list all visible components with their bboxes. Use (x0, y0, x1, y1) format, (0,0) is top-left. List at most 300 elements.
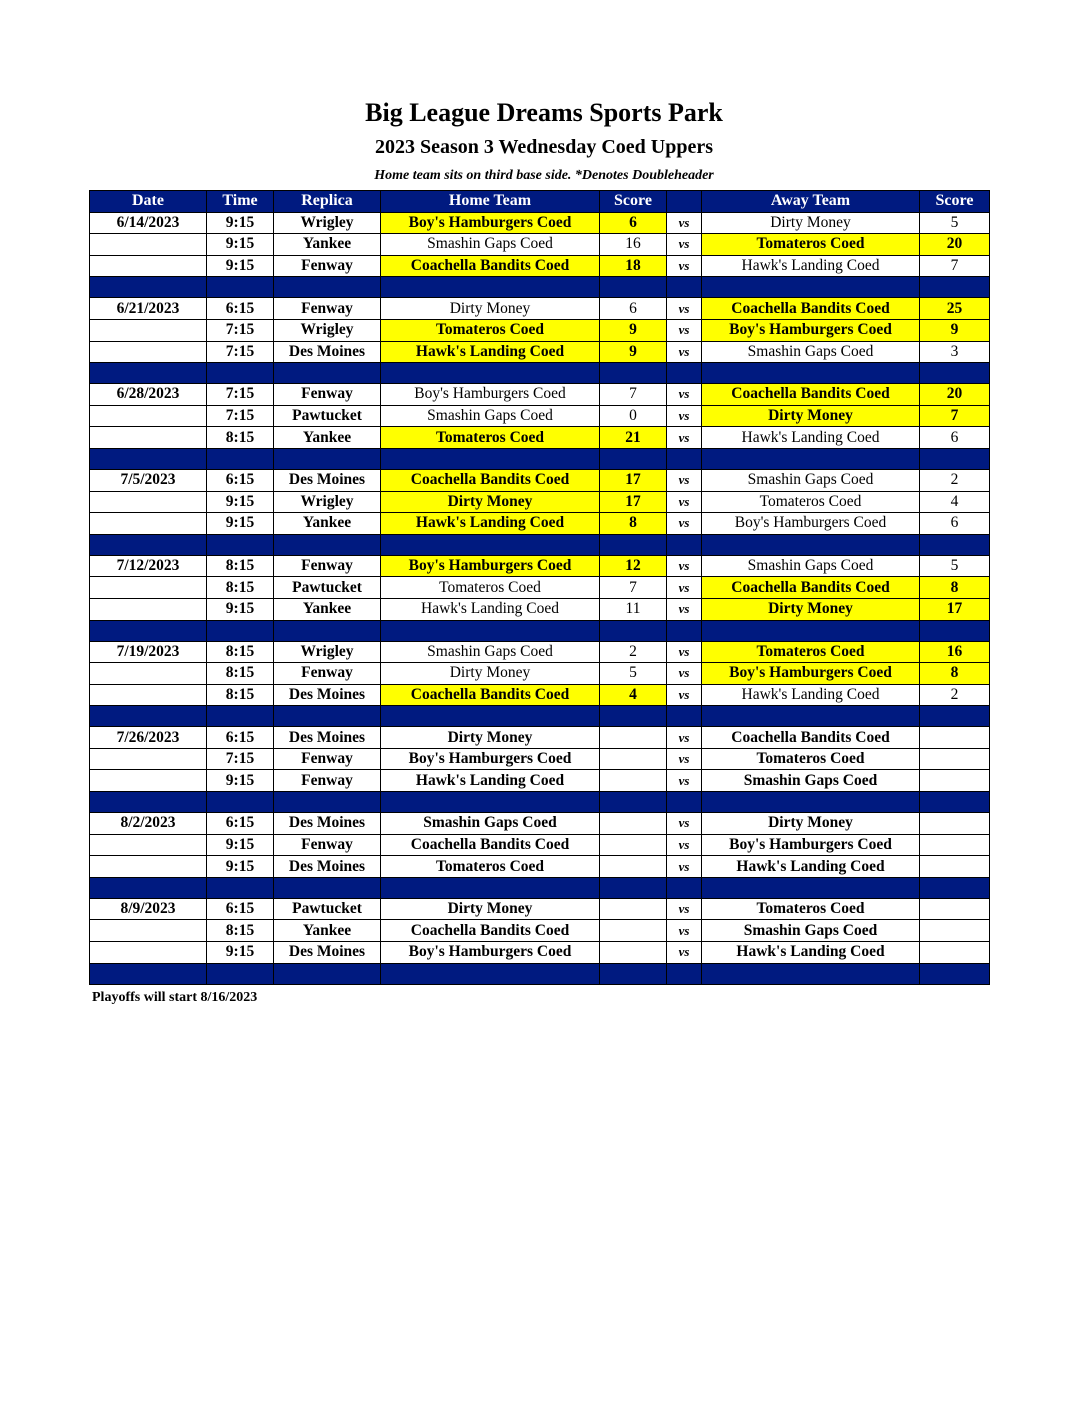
time-cell: 8:15 (207, 641, 274, 663)
away-team-cell: Hawk's Landing Coed (702, 942, 920, 964)
home-team-cell: Hawk's Landing Coed (381, 341, 600, 363)
table-row (90, 319, 990, 341)
time-cell: 9:15 (207, 770, 274, 792)
separator-cell (702, 620, 920, 641)
home-score-cell (600, 727, 667, 749)
vs-cell: vs (667, 341, 702, 363)
vs-cell: vs (667, 513, 702, 535)
away-team-cell: Dirty Money (702, 813, 920, 835)
separator-cell (920, 792, 990, 813)
away-score-cell: 16 (920, 641, 990, 663)
separator-cell (702, 534, 920, 555)
replica-cell: Des Moines (274, 684, 381, 706)
vs-cell: vs (667, 255, 702, 277)
date-cell (90, 920, 207, 942)
home-score-cell: 18 (600, 255, 667, 277)
week-separator-row (90, 620, 990, 641)
separator-cell (920, 448, 990, 469)
date-cell (90, 770, 207, 792)
away-score-cell: 6 (920, 513, 990, 535)
replica-cell: Fenway (274, 770, 381, 792)
separator-cell (381, 448, 600, 469)
table-row (90, 491, 990, 513)
separator-cell (702, 706, 920, 727)
separator-cell (381, 534, 600, 555)
document-note: Home team sits on third base side. *Denotes Doubleheader (374, 168, 714, 183)
time-cell: 8:15 (207, 920, 274, 942)
date-cell (90, 427, 207, 449)
home-team-cell: Coachella Bandits Coed (381, 920, 600, 942)
away-team-cell: Hawk's Landing Coed (702, 427, 920, 449)
week-separator-row (90, 792, 990, 813)
away-score-cell: 25 (920, 298, 990, 320)
home-score-cell: 8 (600, 513, 667, 535)
separator-cell (600, 792, 667, 813)
home-team-cell: Tomateros Coed (381, 577, 600, 599)
away-team-cell: Tomateros Coed (702, 641, 920, 663)
document-title: Big League Dreams Sports Park (365, 98, 723, 127)
home-team-cell: Dirty Money (381, 298, 600, 320)
away-team-cell: Dirty Money (702, 212, 920, 234)
time-cell: 8:15 (207, 427, 274, 449)
date-cell (90, 255, 207, 277)
vs-cell: vs (667, 384, 702, 406)
home-score-cell: 6 (600, 298, 667, 320)
table-header-row (90, 191, 990, 213)
time-cell: 6:15 (207, 813, 274, 835)
table-row (90, 212, 990, 234)
away-team-cell: Dirty Money (702, 405, 920, 427)
separator-cell (667, 877, 702, 898)
separator-cell (90, 877, 207, 898)
vs-cell: vs (667, 942, 702, 964)
home-team-cell: Coachella Bandits Coed (381, 469, 600, 491)
away-team-cell: Tomateros Coed (702, 491, 920, 513)
table-row (90, 727, 990, 749)
home-score-cell (600, 748, 667, 770)
table-row (90, 255, 990, 277)
date-cell (90, 942, 207, 964)
separator-cell (274, 792, 381, 813)
week-separator-row (90, 448, 990, 469)
separator-cell (667, 706, 702, 727)
table-row (90, 598, 990, 620)
replica-cell: Yankee (274, 920, 381, 942)
table-row (90, 577, 990, 599)
home-team-cell: Coachella Bandits Coed (381, 255, 600, 277)
home-score-cell: 9 (600, 341, 667, 363)
away-team-cell: Boy's Hamburgers Coed (702, 513, 920, 535)
document-subtitle: 2023 Season 3 Wednesday Coed Uppers (374, 136, 714, 158)
vs-cell: vs (667, 856, 702, 878)
date-cell (90, 513, 207, 535)
home-score-cell: 16 (600, 234, 667, 256)
table-row (90, 856, 990, 878)
separator-cell (90, 706, 207, 727)
replica-cell: Des Moines (274, 813, 381, 835)
home-score-cell: 7 (600, 384, 667, 406)
home-team-cell: Hawk's Landing Coed (381, 513, 600, 535)
separator-cell (920, 877, 990, 898)
header-away-team: Away Team (702, 191, 920, 213)
away-score-cell: 8 (920, 577, 990, 599)
separator-cell (702, 277, 920, 298)
time-cell: 6:15 (207, 898, 274, 920)
home-team-cell: Boy's Hamburgers Coed (381, 555, 600, 577)
replica-cell: Des Moines (274, 856, 381, 878)
home-team-cell: Tomateros Coed (381, 856, 600, 878)
replica-cell: Pawtucket (274, 577, 381, 599)
home-team-cell: Hawk's Landing Coed (381, 598, 600, 620)
home-team-cell: Dirty Money (381, 898, 600, 920)
separator-cell (702, 448, 920, 469)
separator-cell (207, 792, 274, 813)
separator-cell (702, 963, 920, 984)
table-row (90, 641, 990, 663)
vs-cell: vs (667, 491, 702, 513)
week-separator-row (90, 363, 990, 384)
away-team-cell: Coachella Bandits Coed (702, 298, 920, 320)
separator-cell (600, 363, 667, 384)
away-score-cell (920, 942, 990, 964)
date-cell (90, 663, 207, 685)
time-cell: 8:15 (207, 577, 274, 599)
date-cell (90, 748, 207, 770)
week-separator-row (90, 706, 990, 727)
vs-cell: vs (667, 684, 702, 706)
home-team-cell: Coachella Bandits Coed (381, 684, 600, 706)
time-cell: 9:15 (207, 491, 274, 513)
vs-cell: vs (667, 212, 702, 234)
header-home-score: Score (600, 191, 667, 213)
away-score-cell (920, 920, 990, 942)
away-team-cell: Hawk's Landing Coed (702, 684, 920, 706)
away-team-cell: Smashin Gaps Coed (702, 770, 920, 792)
away-team-cell: Boy's Hamburgers Coed (702, 834, 920, 856)
separator-cell (207, 620, 274, 641)
separator-cell (274, 534, 381, 555)
replica-cell: Fenway (274, 555, 381, 577)
date-cell (90, 598, 207, 620)
vs-cell: vs (667, 234, 702, 256)
table-row (90, 513, 990, 535)
replica-cell: Wrigley (274, 641, 381, 663)
vs-cell: vs (667, 469, 702, 491)
home-team-cell: Smashin Gaps Coed (381, 813, 600, 835)
separator-cell (90, 620, 207, 641)
home-score-cell: 12 (600, 555, 667, 577)
replica-cell: Des Moines (274, 727, 381, 749)
time-cell: 9:15 (207, 834, 274, 856)
away-team-cell: Tomateros Coed (702, 234, 920, 256)
separator-cell (702, 792, 920, 813)
time-cell: 6:15 (207, 727, 274, 749)
table-row (90, 555, 990, 577)
separator-cell (600, 706, 667, 727)
time-cell: 8:15 (207, 663, 274, 685)
away-score-cell: 2 (920, 684, 990, 706)
table-row (90, 341, 990, 363)
home-score-cell: 4 (600, 684, 667, 706)
vs-cell: vs (667, 555, 702, 577)
separator-cell (381, 877, 600, 898)
time-cell: 6:15 (207, 469, 274, 491)
date-cell: 6/28/2023 (90, 384, 207, 406)
away-score-cell: 17 (920, 598, 990, 620)
separator-cell (274, 363, 381, 384)
separator-cell (274, 620, 381, 641)
home-score-cell (600, 942, 667, 964)
replica-cell: Yankee (274, 427, 381, 449)
replica-cell: Wrigley (274, 491, 381, 513)
away-team-cell: Smashin Gaps Coed (702, 920, 920, 942)
away-team-cell: Smashin Gaps Coed (702, 469, 920, 491)
separator-cell (381, 706, 600, 727)
separator-cell (920, 277, 990, 298)
separator-cell (207, 448, 274, 469)
away-score-cell: 9 (920, 319, 990, 341)
date-cell: 7/26/2023 (90, 727, 207, 749)
away-score-cell (920, 813, 990, 835)
separator-cell (90, 792, 207, 813)
separator-cell (667, 792, 702, 813)
separator-cell (90, 534, 207, 555)
table-row (90, 942, 990, 964)
away-score-cell (920, 748, 990, 770)
replica-cell: Fenway (274, 748, 381, 770)
replica-cell: Des Moines (274, 341, 381, 363)
away-score-cell (920, 727, 990, 749)
away-score-cell: 5 (920, 212, 990, 234)
date-cell: 7/5/2023 (90, 469, 207, 491)
home-score-cell: 2 (600, 641, 667, 663)
date-cell: 8/9/2023 (90, 898, 207, 920)
home-score-cell (600, 920, 667, 942)
replica-cell: Fenway (274, 255, 381, 277)
separator-cell (702, 877, 920, 898)
away-score-cell: 7 (920, 255, 990, 277)
away-score-cell: 2 (920, 469, 990, 491)
date-cell (90, 234, 207, 256)
separator-cell (207, 877, 274, 898)
header-time: Time (207, 191, 274, 213)
separator-cell (90, 277, 207, 298)
home-team-cell: Smashin Gaps Coed (381, 405, 600, 427)
replica-cell: Fenway (274, 834, 381, 856)
vs-cell: vs (667, 770, 702, 792)
vs-cell: vs (667, 319, 702, 341)
vs-cell: vs (667, 598, 702, 620)
home-score-cell (600, 813, 667, 835)
separator-cell (600, 448, 667, 469)
date-cell (90, 684, 207, 706)
separator-cell (600, 963, 667, 984)
table-row (90, 770, 990, 792)
separator-cell (667, 534, 702, 555)
separator-cell (274, 448, 381, 469)
home-team-cell: Boy's Hamburgers Coed (381, 384, 600, 406)
home-team-cell: Boy's Hamburgers Coed (381, 212, 600, 234)
separator-cell (600, 534, 667, 555)
table-row (90, 405, 990, 427)
separator-cell (207, 706, 274, 727)
separator-cell (381, 792, 600, 813)
separator-cell (667, 363, 702, 384)
date-cell (90, 577, 207, 599)
away-score-cell: 8 (920, 663, 990, 685)
replica-cell: Des Moines (274, 469, 381, 491)
table-row (90, 898, 990, 920)
table-row (90, 384, 990, 406)
separator-cell (90, 363, 207, 384)
time-cell: 7:15 (207, 341, 274, 363)
away-team-cell: Hawk's Landing Coed (702, 856, 920, 878)
vs-cell: vs (667, 427, 702, 449)
table-row (90, 298, 990, 320)
schedule-body (90, 212, 990, 984)
separator-cell (207, 363, 274, 384)
away-score-cell: 20 (920, 234, 990, 256)
vs-cell: vs (667, 748, 702, 770)
away-team-cell: Hawk's Landing Coed (702, 255, 920, 277)
replica-cell: Pawtucket (274, 405, 381, 427)
separator-cell (667, 277, 702, 298)
header-away-score: Score (920, 191, 990, 213)
home-score-cell (600, 770, 667, 792)
home-team-cell: Hawk's Landing Coed (381, 770, 600, 792)
date-cell (90, 341, 207, 363)
header-home-team: Home Team (381, 191, 600, 213)
date-cell: 8/2/2023 (90, 813, 207, 835)
vs-cell: vs (667, 727, 702, 749)
separator-cell (381, 620, 600, 641)
week-separator-row (90, 534, 990, 555)
away-score-cell: 3 (920, 341, 990, 363)
week-separator-row (90, 277, 990, 298)
time-cell: 9:15 (207, 234, 274, 256)
separator-cell (90, 448, 207, 469)
vs-cell: vs (667, 298, 702, 320)
home-team-cell: Coachella Bandits Coed (381, 834, 600, 856)
home-score-cell: 5 (600, 663, 667, 685)
table-row (90, 920, 990, 942)
date-cell: 7/19/2023 (90, 641, 207, 663)
separator-cell (381, 363, 600, 384)
table-row (90, 234, 990, 256)
date-cell (90, 834, 207, 856)
away-score-cell: 4 (920, 491, 990, 513)
vs-cell: vs (667, 577, 702, 599)
vs-cell: vs (667, 920, 702, 942)
replica-cell: Fenway (274, 298, 381, 320)
week-separator-row (90, 877, 990, 898)
away-score-cell: 7 (920, 405, 990, 427)
replica-cell: Pawtucket (274, 898, 381, 920)
time-cell: 6:15 (207, 298, 274, 320)
home-score-cell: 17 (600, 491, 667, 513)
home-team-cell: Tomateros Coed (381, 427, 600, 449)
home-team-cell: Tomateros Coed (381, 319, 600, 341)
table-row (90, 684, 990, 706)
time-cell: 8:15 (207, 555, 274, 577)
date-cell (90, 491, 207, 513)
replica-cell: Yankee (274, 598, 381, 620)
replica-cell: Fenway (274, 384, 381, 406)
time-cell: 7:15 (207, 748, 274, 770)
home-team-cell: Smashin Gaps Coed (381, 641, 600, 663)
replica-cell: Wrigley (274, 319, 381, 341)
header-vs (667, 191, 702, 213)
home-score-cell (600, 834, 667, 856)
separator-cell (920, 706, 990, 727)
separator-cell (274, 277, 381, 298)
away-team-cell: Tomateros Coed (702, 748, 920, 770)
date-cell (90, 856, 207, 878)
time-cell: 9:15 (207, 513, 274, 535)
away-team-cell: Boy's Hamburgers Coed (702, 319, 920, 341)
separator-cell (274, 877, 381, 898)
away-team-cell: Coachella Bandits Coed (702, 727, 920, 749)
away-score-cell (920, 898, 990, 920)
away-score-cell: 6 (920, 427, 990, 449)
separator-cell (381, 277, 600, 298)
header-date: Date (90, 191, 207, 213)
vs-cell: vs (667, 834, 702, 856)
separator-cell (667, 963, 702, 984)
week-separator-row (90, 963, 990, 984)
home-team-cell: Boy's Hamburgers Coed (381, 942, 600, 964)
away-score-cell (920, 856, 990, 878)
separator-cell (920, 534, 990, 555)
separator-cell (207, 277, 274, 298)
table-row (90, 469, 990, 491)
table-row (90, 748, 990, 770)
footer-note: Playoffs will start 8/16/2023 (92, 990, 258, 1005)
away-score-cell: 5 (920, 555, 990, 577)
separator-cell (920, 963, 990, 984)
separator-cell (207, 963, 274, 984)
home-score-cell (600, 856, 667, 878)
schedule-table (89, 190, 990, 985)
table-row (90, 813, 990, 835)
time-cell: 9:15 (207, 255, 274, 277)
separator-cell (667, 620, 702, 641)
date-cell: 6/14/2023 (90, 212, 207, 234)
table-row (90, 663, 990, 685)
home-score-cell: 11 (600, 598, 667, 620)
time-cell: 8:15 (207, 684, 274, 706)
separator-cell (381, 963, 600, 984)
home-score-cell: 9 (600, 319, 667, 341)
home-score-cell: 7 (600, 577, 667, 599)
date-cell: 6/21/2023 (90, 298, 207, 320)
away-team-cell: Coachella Bandits Coed (702, 384, 920, 406)
header-replica: Replica (274, 191, 381, 213)
separator-cell (90, 963, 207, 984)
date-cell: 7/12/2023 (90, 555, 207, 577)
replica-cell: Yankee (274, 513, 381, 535)
home-team-cell: Boy's Hamburgers Coed (381, 748, 600, 770)
separator-cell (274, 963, 381, 984)
away-team-cell: Smashin Gaps Coed (702, 341, 920, 363)
separator-cell (920, 363, 990, 384)
time-cell: 7:15 (207, 405, 274, 427)
separator-cell (207, 534, 274, 555)
home-team-cell: Dirty Money (381, 727, 600, 749)
home-score-cell: 6 (600, 212, 667, 234)
away-team-cell: Dirty Money (702, 598, 920, 620)
separator-cell (600, 877, 667, 898)
